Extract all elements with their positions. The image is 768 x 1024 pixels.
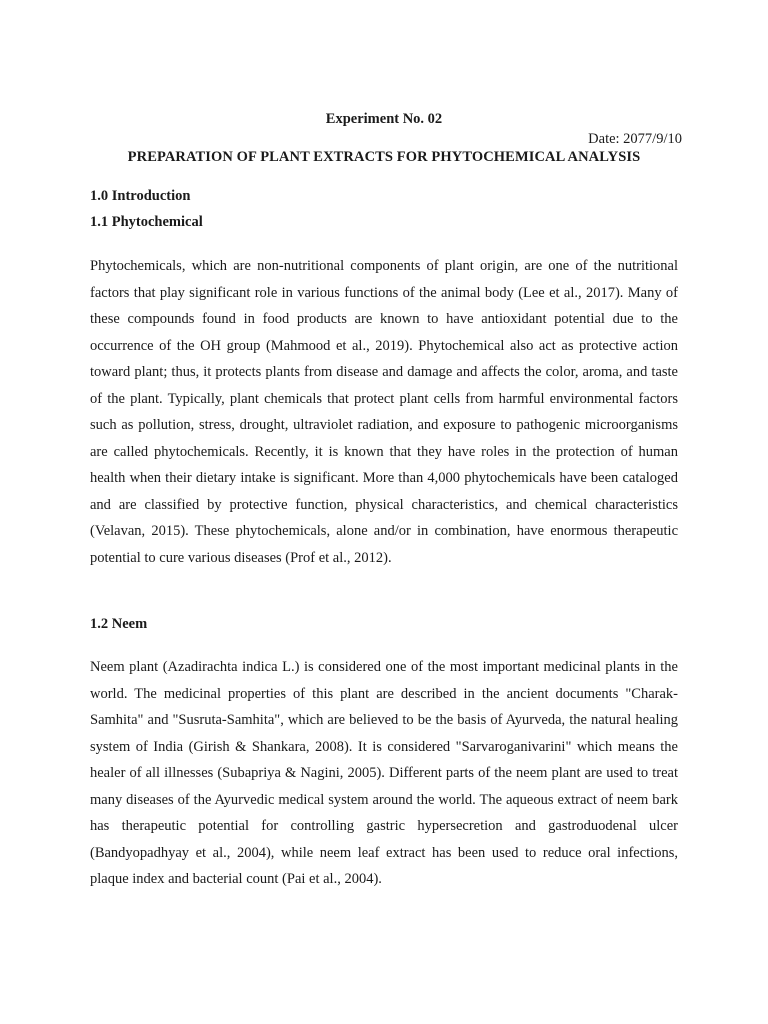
paragraph-neem: Neem plant (Azadirachta indica L.) is considered one of the most important medicinal plants in the world. The medicinal properties of this plant are described in the ancient documents "Charak-Samhita" and "Susruta-Samhita", which are believed to be the basis of Ayurveda, the natural healing system of India (Girish & Shankara, 2008). It is considered "Sarvaroganivarini" which means the healer of all illnesses (Subapriya & Nagini, 2005). Different parts of the neem plant are used to treat many diseases of the Ayurvedic medical system around the world. The aqueous extract of neem bark has therapeutic potential for controlling gastric hypersecretion and gastroduodenal ulcer (Bandyopadhyay et al., 2004), while neem leaf extract has been used to reduce oral infections, plaque index and bacterial count (Pai et al., 2004). <box>90 659 678 887</box>
section-heading-neem: 1.2 Neem <box>90 616 148 632</box>
section-heading-phytochemical: 1.1 Phytochemical <box>90 214 203 230</box>
paragraph-phytochemical: Phytochemicals, which are non-nutritional components of plant origin, are one of the nutritional factors that play significant role in various functions of the animal body (Lee et al., 2017). Many of these compounds found in food products are known to have antioxidant potential due to the occurrence of the OH group (Mahmood et al., 2019). Phytochemical also act as protective action toward plant; thus, it protects plants from disease and damage and affects the color, aroma, and taste of the plant. Typically, plant chemicals that protect plant cells from harmful environmental factors such as pollution, stress, drought, ultraviolet radiation, and exposure to pathogenic microorganisms are called phytochemicals. Recently, it is known that they have roles in the protection of human health when their dietary intake is significant. More than 4,000 phytochemicals have been cataloged and are classified by protective function, physical characteristics, and chemical characteristics (Velavan, 2015). These phytochemicals, alone and/or in combination, have enormous therapeutic potential to cure various diseases (Prof et al., 2012). <box>90 258 678 566</box>
document-date: Date: 2077/9/10 <box>588 131 682 147</box>
document-main-title: PREPARATION OF PLANT EXTRACTS FOR PHYTOCHEMICAL ANALYSIS <box>127 149 641 165</box>
experiment-title: Experiment No. 02 <box>325 111 443 127</box>
section-heading-introduction: 1.0 Introduction <box>90 188 191 204</box>
